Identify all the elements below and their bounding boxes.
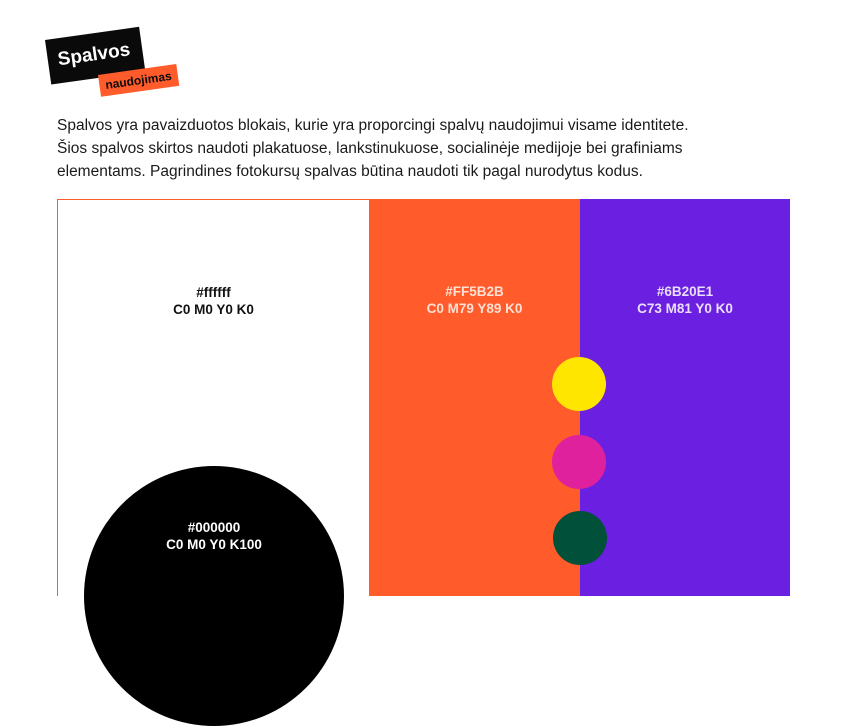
purple-code — [580, 283, 790, 317]
color-panel-purple — [580, 199, 790, 596]
badge-subtitle: naudojimas — [98, 64, 179, 97]
color-circle-black — [84, 466, 344, 726]
black-cmyk: C0 M0 Y0 K100 — [166, 537, 262, 552]
black-code — [84, 519, 344, 553]
intro-line-1: Spalvos yra pavaizduotos blokais, kurie yra proporcingi spalvų naudojimui visame identitete. — [57, 117, 689, 134]
orange-hex: #FF5B2B — [445, 284, 504, 299]
intro-line-2: Šios spalvos skirtos naudoti plakatuose, lankstinukuose, socialinėje medijoje bei grafiniams — [57, 140, 683, 157]
accent-dot-yellow — [552, 357, 606, 411]
white-hex: #ffffff — [196, 285, 231, 300]
intro-line-3: elementams. Pagrindines fotokursų spalvas būtina naudoti tik pagal nurodytus kodus. — [57, 163, 643, 180]
orange-code — [369, 283, 580, 317]
white-code — [58, 284, 369, 318]
accent-dot-green — [553, 511, 607, 565]
white-cmyk: C0 M0 Y0 K0 — [173, 302, 254, 317]
purple-cmyk: C73 M81 Y0 K0 — [637, 301, 733, 316]
orange-cmyk: C0 M79 Y89 K0 — [426, 301, 523, 316]
purple-hex: #6B20E1 — [656, 284, 714, 299]
accent-dot-pink — [552, 435, 606, 489]
black-hex: #000000 — [187, 520, 241, 535]
badge-title: Spalvos — [45, 27, 145, 85]
color-panel-orange — [369, 199, 580, 596]
intro-text — [57, 114, 797, 183]
